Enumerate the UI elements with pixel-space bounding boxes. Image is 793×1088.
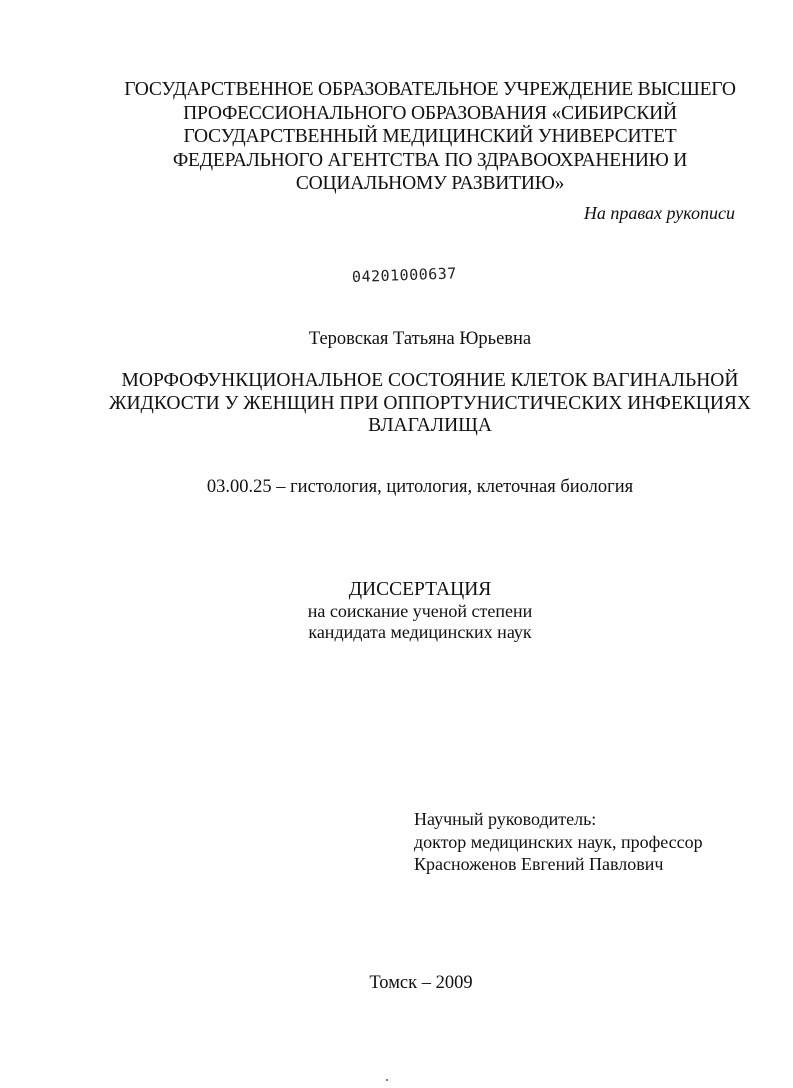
degree-line: на соискание ученой степени: [307, 601, 533, 621]
author-name: Теровская Татьяна Юрьевна: [308, 329, 532, 349]
institution-line: ГОСУДАРСТВЕННЫЙ МЕДИЦИНСКИЙ УНИВЕРСИТЕТ: [183, 126, 677, 147]
city-year: Томск – 2009: [369, 973, 473, 993]
institution-line: СОЦИАЛЬНОМУ РАЗВИТИЮ»: [295, 173, 565, 194]
institution-line: ФЕДЕРАЛЬНОГО АГЕНТСТВА ПО ЗДРАВООХРАНЕНИЮ И: [172, 149, 688, 171]
supervisor-degree: доктор медицинских наук, профессор: [414, 831, 703, 852]
institution-line: ГОСУДАРСТВЕННОЕ ОБРАЗОВАТЕЛЬНОЕ УЧРЕЖДЕНИЕ ВЫСШЕГО: [124, 79, 736, 100]
title-line: ЖИДКОСТИ У ЖЕНЩИН ПРИ ОППОРТУНИСТИЧЕСКИХ ИНФЕКЦИЯХ: [109, 392, 751, 414]
manuscript-note: На правах рукописи: [583, 203, 735, 223]
dissertation-heading: ДИССЕРТАЦИЯ: [348, 579, 492, 600]
degree-line: кандидата медицинских наук: [308, 622, 532, 642]
supervisor-label: Научный руководитель:: [414, 809, 597, 829]
document-number-stamp: 04201000637: [351, 264, 458, 286]
dissertation-block: [0, 578, 793, 643]
institution-line: ПРОФЕССИОНАЛЬНОГО ОБРАЗОВАНИЯ «СИБИРСКИЙ: [183, 102, 677, 124]
title-line: МОРФОФУНКЦИОНАЛЬНОЕ СОСТОЯНИЕ КЛЕТОК ВАГИНАЛЬНОЙ: [121, 370, 739, 391]
title-line: ВЛАГАЛИЩА: [368, 415, 492, 436]
scan-speck: [386, 1079, 388, 1081]
supervisor-name: Красноженов Евгений Павлович: [414, 854, 664, 874]
dissertation-title: [30, 370, 793, 438]
supervisor-block: [414, 808, 703, 876]
specialty-code: 03.00.25 – гистология, цитология, клеточная биология: [206, 477, 634, 497]
institution-header: [60, 78, 793, 196]
